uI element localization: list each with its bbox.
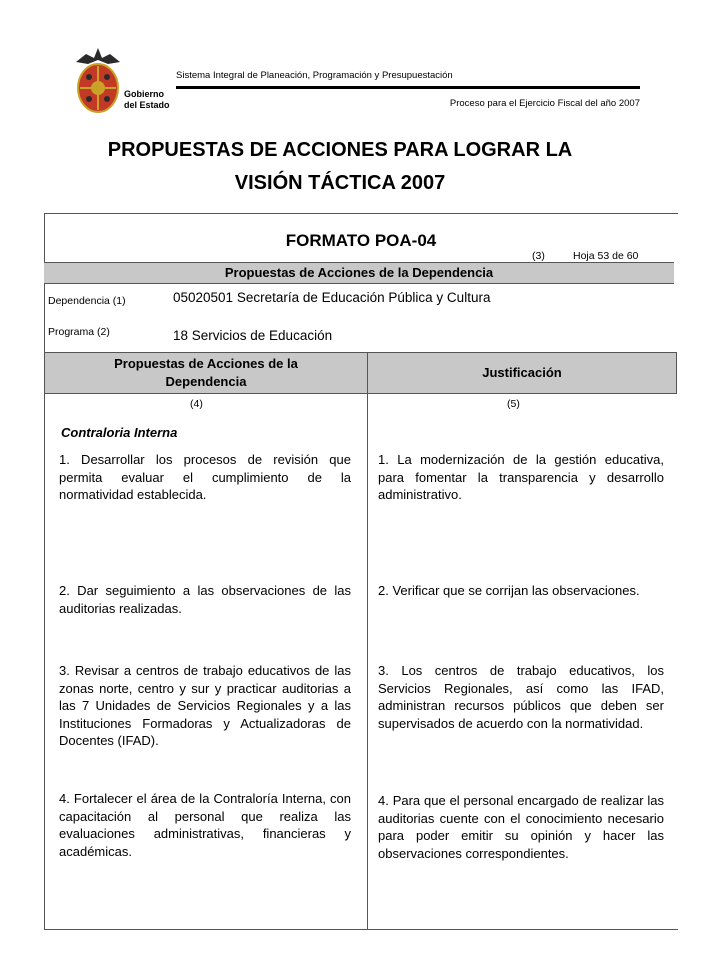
column-number-right: (5) [507, 398, 520, 410]
section-band: Propuestas de Acciones de la Dependencia [44, 262, 674, 284]
programa-value: 18 Servicios de Educación [173, 328, 333, 343]
action-item-1: 1. Desarrollar los procesos de revisión que permita evaluar el cumplimiento de la normatividad establecida. [59, 452, 351, 502]
frame-top-border [44, 213, 678, 214]
title-line-1: PROPUESTAS DE ACCIONES PARA LOGRAR LA [107, 139, 573, 161]
government-label: Gobierno del Estado [124, 89, 170, 110]
programa-label: Programa (2) [48, 326, 110, 338]
frame-bottom-border [44, 929, 678, 930]
column-number-left: (4) [190, 398, 203, 410]
action-item-4: 4. Fortalecer el área de la Contraloría Interna, con capacitación al personal que realiza las evaluaciones administrativas, financieras y académicas. [59, 791, 351, 859]
dependencia-value: 05020501 Secretaría de Educación Pública y Cultura [173, 290, 491, 305]
action-item-3: 3. Revisar a centros de trabajo educativos de las zonas norte, centro y sur y practicar auditorias a las 7 Unidades de Servicios Regionales y a las Instituciones Formadoras y Actualizadoras de Docentes (IFAD). [59, 663, 351, 748]
frame-left-border [44, 213, 45, 930]
header-rule [176, 86, 640, 89]
process-label: Proceso para el Ejercicio Fiscal del año 2007 [449, 98, 640, 109]
justification-item-2: 2. Verificar que se corrijan las observaciones. [378, 583, 640, 598]
system-name: Sistema Integral de Planeación, Programación y Presupuestación [176, 70, 453, 81]
action-item-2: 2. Dar seguimiento a las observaciones de las auditorias realizadas. [59, 583, 351, 616]
sheet-number: Hoja 53 de 60 [573, 250, 639, 262]
format-title: FORMATO POA-04 [285, 231, 437, 250]
column-header-justification: Justificación [482, 365, 562, 380]
state-seal-logo [74, 44, 122, 116]
justification-item-4: 4. Para que el personal encargado de realizar las auditorias cuente con el conocimiento necesario para poder emitir su opinión y hacer las observaciones correspondientes. [378, 793, 664, 861]
section-heading: Contraloria Interna [61, 425, 178, 440]
title-line-2: VISIÓN TÁCTICA 2007 [234, 172, 446, 194]
column-header-actions: Propuestas de Acciones de la Dependencia [114, 356, 298, 389]
page-title [40, 134, 640, 200]
column-divider [367, 393, 368, 930]
justification-item-1: 1. La modernización de la gestión educativa, para fomentar la transparencia y desarrollo administrativo. [378, 452, 664, 502]
justification-item-3: 3. Los centros de trabajo educativos, los Servicios Regionales, así como las IFAD, administran recursos públicos que deben ser supervisados de acuerdo con la normatividad. [378, 663, 664, 731]
column-header-row [44, 352, 677, 394]
page-ref: (3) [532, 250, 545, 262]
dependencia-label: Dependencia (1) [48, 295, 126, 307]
